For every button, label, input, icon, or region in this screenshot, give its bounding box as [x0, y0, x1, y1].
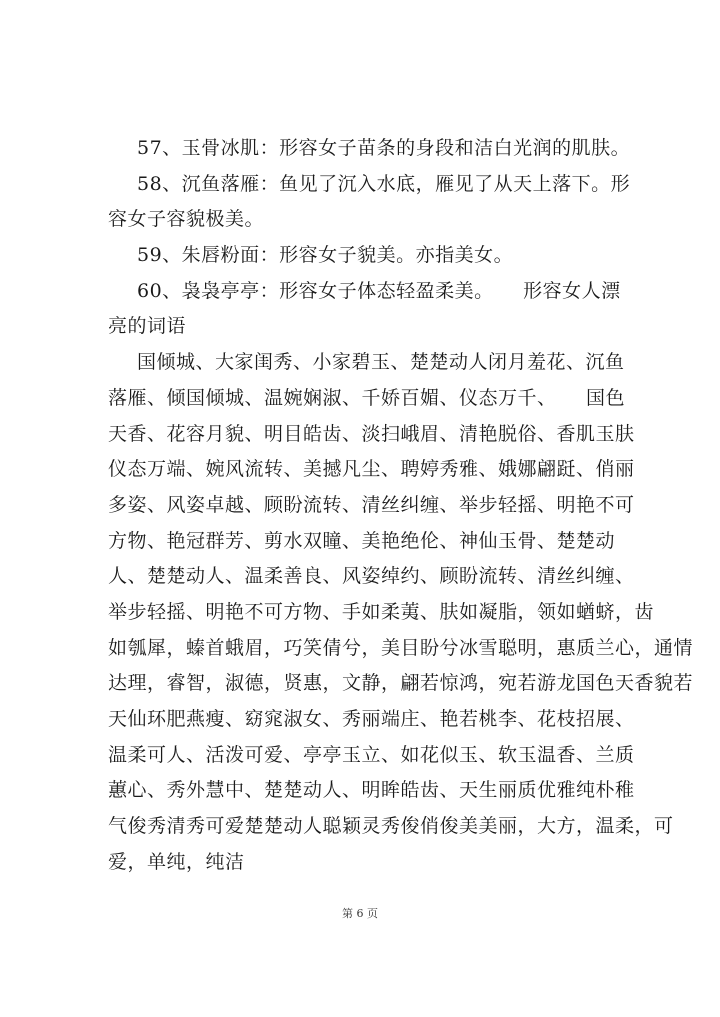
paragraph-line: 天仙环肥燕瘦、窈窕淑女、秀丽端庄、艳若桃李、花枝招展、	[108, 708, 635, 730]
document-body	[108, 131, 694, 880]
paragraph-line: 落雁、倾国倾城、温婉娴淑、千娇百媚、仪态万千、 国色	[108, 386, 626, 409]
paragraph-line: 温柔可人、活泼可爱、亭亭玉立、如花似玉、软玉温香、兰质	[108, 743, 635, 766]
paragraph-line: 亮的词语	[108, 315, 187, 338]
paragraph-line: 仪态万端、婉风流转、美撼凡尘、聘婷秀雅、娥娜翩跹、俏丽	[108, 458, 635, 481]
paragraph-line: 气俊秀清秀可爱楚楚动人聪颖灵秀俊俏俊美美丽，大方，温柔，可	[108, 815, 674, 838]
paragraph-line: 方物、艳冠群芳、剪水双瞳、美艳绝伦、神仙玉骨、楚楚动	[108, 529, 616, 552]
paragraph-line: 达理，睿智，淑德，贤惠，文静，翩若惊鸿，宛若游龙国色天香貌若	[108, 672, 694, 695]
paragraph-line: 如瓠犀，螓首蛾眉，巧笑倩兮，美目盼兮冰雪聪明，惠质兰心，通情	[108, 636, 694, 659]
paragraph-line: 59、朱唇粉面：形容女子貌美。亦指美女。	[137, 244, 514, 267]
paragraph-line: 爱，单纯，纯洁	[108, 850, 245, 873]
paragraph-line: 国倾城、大家闺秀、小家碧玉、楚楚动人闭月羞花、沉鱼	[137, 351, 625, 374]
paragraph-line: 人、楚楚动人、温柔善良、风姿绰约、顾盼流转、清丝纠缠、	[108, 565, 635, 588]
paragraph-line: 58、沉鱼落雁：鱼见了沉入水底，雁见了从天上落下。形	[137, 172, 631, 195]
paragraph-line: 57、玉骨冰肌：形容女子苗条的身段和洁白光润的肌肤。	[137, 137, 631, 159]
paragraph-line: 多姿、风姿卓越、顾盼流转、清丝纠缠、举步轻摇、明艳不可	[108, 493, 635, 516]
paragraph-line: 天香、花容月貌、明目皓齿、淡扫峨眉、清艳脱俗、香肌玉肤	[108, 422, 635, 445]
paragraph-line: 60、袅袅亭亭：形容女子体态轻盈柔美。 形容女人漂	[137, 279, 621, 302]
paragraph-line: 容女子容貌极美。	[108, 208, 265, 231]
page-number: 第 6 页	[342, 907, 378, 920]
paragraph-line: 举步轻摇、明艳不可方物、手如柔荑、肤如凝脂，领如蝤蛴，齿	[108, 600, 655, 623]
paragraph-line: 蕙心、秀外慧中、楚楚动人、明眸皓齿、天生丽质优雅纯朴稚	[108, 779, 635, 802]
